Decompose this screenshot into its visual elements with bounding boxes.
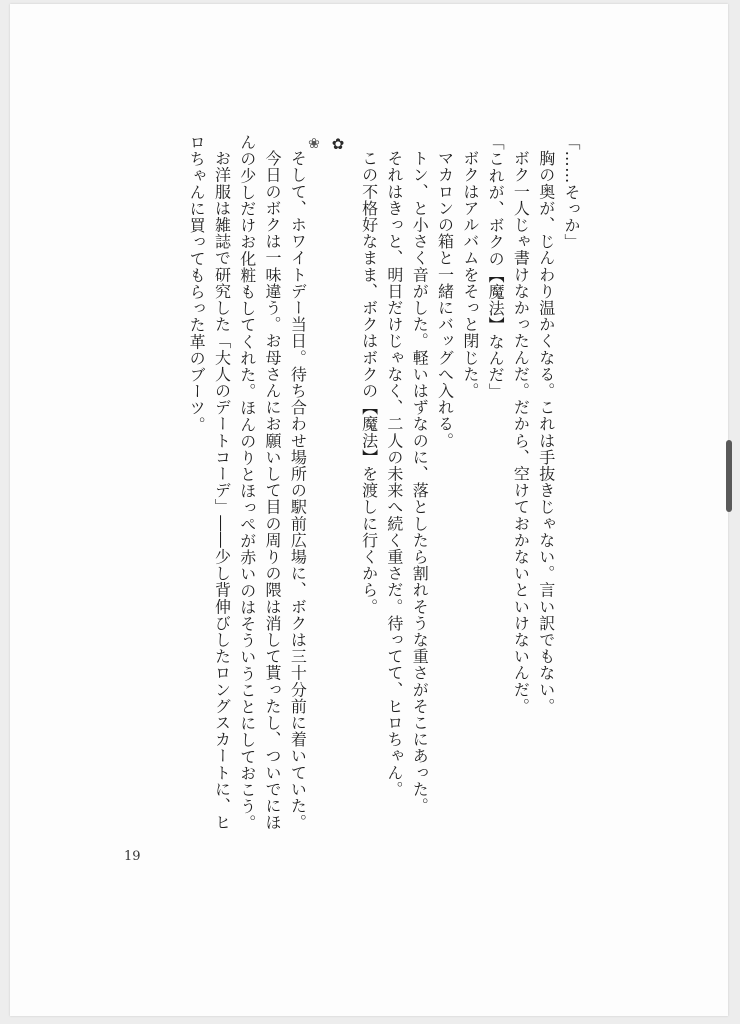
text-line: 胸の奥が、じんわり温かくなる。これは手抜きじゃない。言い訳でもない。 — [536, 150, 556, 715]
text-line: そして、ホワイトデー当日。待ち合わせ場所の駅前広場に、ボクは三十分前に着いていた。 — [288, 150, 308, 831]
text-line: トン、と小さく音がした。軽いはずなのに、落としたら割れそうな重さがそこにあった。 — [410, 150, 430, 814]
text-line: 「……そっか」 — [562, 134, 581, 251]
text-line: マカロンの箱と一緒にバッグへ入れる。 — [435, 150, 455, 449]
page-number: 19 — [124, 849, 141, 864]
text-line: お洋服は雑誌で研究した「大人のデートコーデ」――少し背伸びしたロングスカートに、ヒ — [212, 150, 232, 831]
text-line: ボクはアルバムをそっと閉じた。 — [460, 150, 480, 399]
text-line: ロちゃんに買ってもらった革のブーツ。 — [187, 134, 207, 433]
text-line: この不格好なまま、ボクはボクの【魔法】を渡しに行くから。 — [359, 150, 379, 615]
text-line: それはきっと、明日だけじゃなく、二人の未来へ続く重さだ。待ってて、ヒロちゃん。 — [384, 150, 404, 798]
text-line: ボク一人じゃ書けなかったんだ。だから、空けておかないといけないんだ。 — [511, 150, 531, 715]
flower-icon: ✿ — [331, 135, 345, 153]
flower-outline-icon: ❀ — [308, 136, 321, 152]
book-page — [10, 4, 728, 1016]
scrollbar-thumb[interactable] — [726, 440, 732, 512]
text-line: んの少しだけお化粧もしてくれた。ほんのりとほっぺが赤いのはそういうことにしておこう。 — [237, 134, 257, 832]
text-line: 今日のボクは一味違う。お母さんにお願いして目の周りの隈は消して貰ったし、ついでにほ — [263, 150, 283, 831]
body-text — [184, 134, 584, 854]
section-break-ornament — [308, 134, 350, 854]
text-line: 「これが、ボクの【魔法】なんだ」 — [486, 134, 506, 400]
